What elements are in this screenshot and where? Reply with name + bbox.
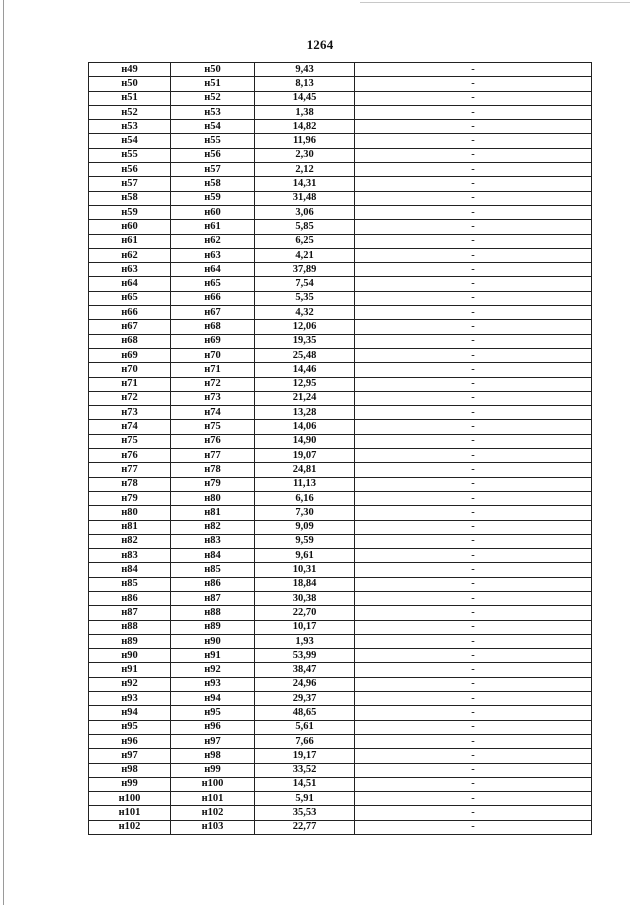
table-row	[89, 63, 592, 77]
table-row	[89, 449, 592, 463]
table-row	[89, 334, 592, 348]
point-from-cell: н55	[89, 148, 171, 162]
note-cell: -	[355, 649, 592, 663]
point-to-cell: н79	[171, 477, 255, 491]
table-row	[89, 306, 592, 320]
note-cell: -	[355, 277, 592, 291]
point-from-cell: н83	[89, 549, 171, 563]
table-row	[89, 620, 592, 634]
point-to-cell: н98	[171, 749, 255, 763]
distance-cell: 6,25	[255, 234, 355, 248]
distance-cell: 21,24	[255, 391, 355, 405]
table-row	[89, 120, 592, 134]
point-to-cell: н90	[171, 634, 255, 648]
note-cell: -	[355, 406, 592, 420]
point-to-cell: н73	[171, 391, 255, 405]
note-cell: -	[355, 620, 592, 634]
note-cell: -	[355, 591, 592, 605]
distance-cell: 19,17	[255, 749, 355, 763]
point-from-cell: н89	[89, 634, 171, 648]
table-row	[89, 663, 592, 677]
point-to-cell: н89	[171, 620, 255, 634]
point-from-cell: н62	[89, 248, 171, 262]
distance-cell: 14,82	[255, 120, 355, 134]
point-to-cell: н100	[171, 777, 255, 791]
point-to-cell: н72	[171, 377, 255, 391]
note-cell: -	[355, 377, 592, 391]
note-cell: -	[355, 320, 592, 334]
point-from-cell: н63	[89, 263, 171, 277]
point-to-cell: н68	[171, 320, 255, 334]
point-from-cell: н99	[89, 777, 171, 791]
point-from-cell: н58	[89, 191, 171, 205]
note-cell: -	[355, 820, 592, 834]
point-to-cell: н74	[171, 406, 255, 420]
distance-cell: 9,43	[255, 63, 355, 77]
note-cell: -	[355, 663, 592, 677]
distance-cell: 11,13	[255, 477, 355, 491]
point-from-cell: н90	[89, 649, 171, 663]
distance-cell: 12,06	[255, 320, 355, 334]
note-cell: -	[355, 563, 592, 577]
point-from-cell: н53	[89, 120, 171, 134]
point-to-cell: н65	[171, 277, 255, 291]
point-from-cell: н101	[89, 806, 171, 820]
point-from-cell: н84	[89, 563, 171, 577]
point-from-cell: н92	[89, 677, 171, 691]
note-cell: -	[355, 363, 592, 377]
point-from-cell: н65	[89, 291, 171, 305]
point-to-cell: н55	[171, 134, 255, 148]
table-row	[89, 491, 592, 505]
table-row	[89, 706, 592, 720]
table-row	[89, 348, 592, 362]
table-row	[89, 134, 592, 148]
point-to-cell: н83	[171, 534, 255, 548]
distance-cell: 7,30	[255, 506, 355, 520]
distance-cell: 7,54	[255, 277, 355, 291]
distance-cell: 1,93	[255, 634, 355, 648]
table-row	[89, 806, 592, 820]
point-to-cell: н54	[171, 120, 255, 134]
note-cell: -	[355, 449, 592, 463]
point-to-cell: н93	[171, 677, 255, 691]
point-from-cell: н73	[89, 406, 171, 420]
note-cell: -	[355, 263, 592, 277]
table-row	[89, 506, 592, 520]
note-cell: -	[355, 291, 592, 305]
page-number: 1264	[306, 37, 334, 52]
point-from-cell: н68	[89, 334, 171, 348]
point-to-cell: н67	[171, 306, 255, 320]
point-to-cell: н103	[171, 820, 255, 834]
note-cell: -	[355, 177, 592, 191]
table-body	[89, 63, 592, 835]
note-cell: -	[355, 806, 592, 820]
distance-cell: 38,47	[255, 663, 355, 677]
distance-cell: 5,91	[255, 792, 355, 806]
point-to-cell: н95	[171, 706, 255, 720]
distance-cell: 4,32	[255, 306, 355, 320]
point-from-cell: н56	[89, 163, 171, 177]
point-to-cell: н88	[171, 606, 255, 620]
table-row	[89, 420, 592, 434]
note-cell: -	[355, 334, 592, 348]
point-from-cell: н74	[89, 420, 171, 434]
note-cell: -	[355, 734, 592, 748]
point-to-cell: н82	[171, 520, 255, 534]
point-from-cell: н79	[89, 491, 171, 505]
distance-cell: 24,81	[255, 463, 355, 477]
distance-cell: 2,12	[255, 163, 355, 177]
table-row	[89, 248, 592, 262]
point-from-cell: н75	[89, 434, 171, 448]
note-cell: -	[355, 634, 592, 648]
table-row	[89, 363, 592, 377]
note-cell: -	[355, 706, 592, 720]
point-to-cell: н69	[171, 334, 255, 348]
point-to-cell: н97	[171, 734, 255, 748]
point-to-cell: н76	[171, 434, 255, 448]
point-to-cell: н92	[171, 663, 255, 677]
point-from-cell: н96	[89, 734, 171, 748]
point-from-cell: н102	[89, 820, 171, 834]
point-from-cell: н52	[89, 105, 171, 119]
distance-cell: 30,38	[255, 591, 355, 605]
table-row	[89, 105, 592, 119]
distance-cell: 6,16	[255, 491, 355, 505]
point-to-cell: н71	[171, 363, 255, 377]
point-to-cell: н84	[171, 549, 255, 563]
point-to-cell: н59	[171, 191, 255, 205]
point-to-cell: н50	[171, 63, 255, 77]
point-from-cell: н61	[89, 234, 171, 248]
point-from-cell: н95	[89, 720, 171, 734]
note-cell: -	[355, 491, 592, 505]
table-row	[89, 291, 592, 305]
table-row	[89, 820, 592, 834]
table-row	[89, 220, 592, 234]
note-cell: -	[355, 63, 592, 77]
point-from-cell: н71	[89, 377, 171, 391]
table-row	[89, 549, 592, 563]
distance-cell: 13,28	[255, 406, 355, 420]
table-row	[89, 148, 592, 162]
note-cell: -	[355, 191, 592, 205]
note-cell: -	[355, 91, 592, 105]
point-to-cell: н91	[171, 649, 255, 663]
point-to-cell: н63	[171, 248, 255, 262]
note-cell: -	[355, 348, 592, 362]
note-cell: -	[355, 220, 592, 234]
table-row	[89, 163, 592, 177]
table-row	[89, 377, 592, 391]
note-cell: -	[355, 434, 592, 448]
point-from-cell: н54	[89, 134, 171, 148]
note-cell: -	[355, 120, 592, 134]
point-from-cell: н85	[89, 577, 171, 591]
point-to-cell: н53	[171, 105, 255, 119]
table-row	[89, 406, 592, 420]
table-row	[89, 649, 592, 663]
note-cell: -	[355, 577, 592, 591]
distance-cell: 5,85	[255, 220, 355, 234]
distance-cell: 53,99	[255, 649, 355, 663]
point-to-cell: н57	[171, 163, 255, 177]
table-row	[89, 477, 592, 491]
table-row	[89, 434, 592, 448]
distance-cell: 10,17	[255, 620, 355, 634]
note-cell: -	[355, 163, 592, 177]
point-from-cell: н82	[89, 534, 171, 548]
table-row	[89, 677, 592, 691]
distance-cell: 29,37	[255, 692, 355, 706]
note-cell: -	[355, 148, 592, 162]
distance-cell: 5,61	[255, 720, 355, 734]
point-to-cell: н80	[171, 491, 255, 505]
table-row	[89, 763, 592, 777]
point-from-cell: н80	[89, 506, 171, 520]
table-row	[89, 520, 592, 534]
table-row	[89, 91, 592, 105]
table-row	[89, 263, 592, 277]
table-row	[89, 591, 592, 605]
table-row	[89, 749, 592, 763]
point-from-cell: н78	[89, 477, 171, 491]
table-row	[89, 692, 592, 706]
distance-cell: 19,35	[255, 334, 355, 348]
note-cell: -	[355, 520, 592, 534]
note-cell: -	[355, 606, 592, 620]
point-from-cell: н94	[89, 706, 171, 720]
distance-cell: 5,35	[255, 291, 355, 305]
distance-cell: 19,07	[255, 449, 355, 463]
table-row	[89, 577, 592, 591]
distance-cell: 18,84	[255, 577, 355, 591]
distance-cell: 3,06	[255, 205, 355, 219]
table-row	[89, 720, 592, 734]
note-cell: -	[355, 763, 592, 777]
note-cell: -	[355, 248, 592, 262]
note-cell: -	[355, 234, 592, 248]
table-row	[89, 792, 592, 806]
distance-cell: 9,61	[255, 549, 355, 563]
note-cell: -	[355, 105, 592, 119]
distance-cell: 14,51	[255, 777, 355, 791]
table-row	[89, 534, 592, 548]
point-from-cell: н87	[89, 606, 171, 620]
table-row	[89, 234, 592, 248]
note-cell: -	[355, 391, 592, 405]
distance-cell: 22,70	[255, 606, 355, 620]
point-to-cell: н52	[171, 91, 255, 105]
distance-cell: 7,66	[255, 734, 355, 748]
point-from-cell: н70	[89, 363, 171, 377]
distance-cell: 25,48	[255, 348, 355, 362]
point-from-cell: н57	[89, 177, 171, 191]
point-from-cell: н81	[89, 520, 171, 534]
note-cell: -	[355, 534, 592, 548]
point-to-cell: н61	[171, 220, 255, 234]
table-row	[89, 391, 592, 405]
point-from-cell: н91	[89, 663, 171, 677]
point-from-cell: н64	[89, 277, 171, 291]
distance-cell: 9,09	[255, 520, 355, 534]
table-row	[89, 277, 592, 291]
point-from-cell: н76	[89, 449, 171, 463]
point-to-cell: н66	[171, 291, 255, 305]
point-to-cell: н58	[171, 177, 255, 191]
distance-cell: 8,13	[255, 77, 355, 91]
table-row	[89, 563, 592, 577]
point-from-cell: н100	[89, 792, 171, 806]
table-row	[89, 205, 592, 219]
table-row	[89, 77, 592, 91]
point-to-cell: н78	[171, 463, 255, 477]
point-to-cell: н60	[171, 205, 255, 219]
point-to-cell: н75	[171, 420, 255, 434]
point-to-cell: н85	[171, 563, 255, 577]
table-row	[89, 463, 592, 477]
point-to-cell: н62	[171, 234, 255, 248]
distance-cell: 12,95	[255, 377, 355, 391]
table-row	[89, 777, 592, 791]
point-from-cell: н77	[89, 463, 171, 477]
note-cell: -	[355, 77, 592, 91]
note-cell: -	[355, 792, 592, 806]
point-to-cell: н56	[171, 148, 255, 162]
note-cell: -	[355, 420, 592, 434]
point-from-cell: н66	[89, 306, 171, 320]
point-from-cell: н50	[89, 77, 171, 91]
distance-cell: 14,06	[255, 420, 355, 434]
note-cell: -	[355, 477, 592, 491]
point-to-cell: н70	[171, 348, 255, 362]
point-from-cell: н69	[89, 348, 171, 362]
table-row	[89, 634, 592, 648]
distance-cell: 48,65	[255, 706, 355, 720]
note-cell: -	[355, 205, 592, 219]
distance-cell: 14,90	[255, 434, 355, 448]
distance-cell: 2,30	[255, 148, 355, 162]
table-row	[89, 606, 592, 620]
distance-cell: 14,31	[255, 177, 355, 191]
distance-cell: 14,45	[255, 91, 355, 105]
distance-cell: 24,96	[255, 677, 355, 691]
note-cell: -	[355, 506, 592, 520]
note-cell: -	[355, 549, 592, 563]
point-from-cell: н98	[89, 763, 171, 777]
note-cell: -	[355, 463, 592, 477]
point-from-cell: н97	[89, 749, 171, 763]
page-edge-left	[3, 0, 4, 905]
distance-cell: 1,38	[255, 105, 355, 119]
point-to-cell: н94	[171, 692, 255, 706]
table-row	[89, 320, 592, 334]
distance-cell: 11,96	[255, 134, 355, 148]
point-from-cell: н67	[89, 320, 171, 334]
point-from-cell: н72	[89, 391, 171, 405]
note-cell: -	[355, 749, 592, 763]
point-to-cell: н87	[171, 591, 255, 605]
coordinates-table	[88, 62, 592, 835]
point-from-cell: н88	[89, 620, 171, 634]
page-edge-top	[360, 2, 630, 3]
distance-cell: 10,31	[255, 563, 355, 577]
table-row	[89, 734, 592, 748]
point-to-cell: н81	[171, 506, 255, 520]
point-to-cell: н96	[171, 720, 255, 734]
point-from-cell: н51	[89, 91, 171, 105]
point-to-cell: н86	[171, 577, 255, 591]
note-cell: -	[355, 777, 592, 791]
point-to-cell: н77	[171, 449, 255, 463]
distance-cell: 14,46	[255, 363, 355, 377]
point-from-cell: н49	[89, 63, 171, 77]
point-to-cell: н51	[171, 77, 255, 91]
point-from-cell: н93	[89, 692, 171, 706]
point-to-cell: н99	[171, 763, 255, 777]
point-to-cell: н101	[171, 792, 255, 806]
point-from-cell: н60	[89, 220, 171, 234]
distance-cell: 22,77	[255, 820, 355, 834]
note-cell: -	[355, 692, 592, 706]
note-cell: -	[355, 720, 592, 734]
note-cell: -	[355, 677, 592, 691]
table-row	[89, 191, 592, 205]
point-to-cell: н102	[171, 806, 255, 820]
distance-cell: 37,89	[255, 263, 355, 277]
point-to-cell: н64	[171, 263, 255, 277]
distance-cell: 35,53	[255, 806, 355, 820]
distance-cell: 31,48	[255, 191, 355, 205]
distance-cell: 4,21	[255, 248, 355, 262]
distance-cell: 33,52	[255, 763, 355, 777]
note-cell: -	[355, 134, 592, 148]
point-from-cell: н86	[89, 591, 171, 605]
point-from-cell: н59	[89, 205, 171, 219]
table-row	[89, 177, 592, 191]
note-cell: -	[355, 306, 592, 320]
distance-cell: 9,59	[255, 534, 355, 548]
